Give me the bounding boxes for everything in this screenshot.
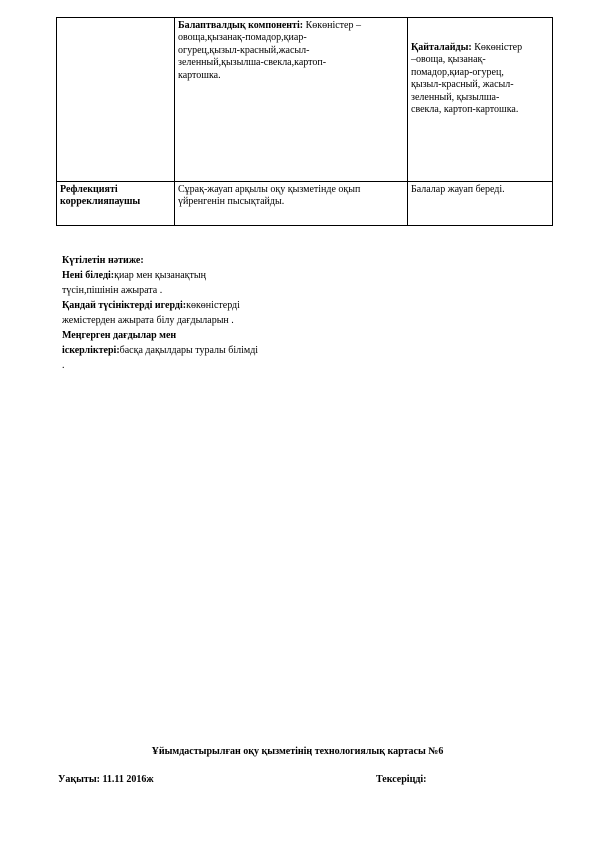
results-line <box>62 268 362 283</box>
results-line: Меңгерген дағдылар мен <box>62 330 177 341</box>
table-row <box>57 182 553 226</box>
bilingual-component-label: Балаптвалдық компоненті: <box>178 20 304 31</box>
results-label: іскерліктері: <box>62 345 120 356</box>
table-cell-bilingual-component <box>175 18 408 182</box>
results-text: түсін,пішінін ажырата . <box>62 285 163 296</box>
results-line <box>62 313 362 328</box>
table-cell-children-action <box>408 182 553 226</box>
results-label: Нені біледі: <box>62 270 115 281</box>
results-text: жемістерден ажырата білу дағдыларын . <box>62 315 234 326</box>
results-text: басқа дақылдары туралы білімді <box>119 345 259 356</box>
expected-results-heading: Күтілетін нәтиже: <box>62 255 144 266</box>
time-label: Уақыты: 11.11 2016ж <box>58 774 154 785</box>
results-line <box>62 343 362 358</box>
results-text: көкөністерді <box>186 300 240 311</box>
table-cell-repeats <box>408 18 553 182</box>
results-line <box>62 283 362 298</box>
results-line: . <box>62 360 65 371</box>
repeats-label: Қайталайды: <box>411 42 472 53</box>
results-text: қиар мен қызанақтың <box>114 270 206 281</box>
children-action-text: Балалар жауап береді. <box>411 184 505 195</box>
teacher-action-text: Сұрақ-жауап арқылы оқу қызметінде оқып үйренгенін пысықтайды. <box>178 184 361 208</box>
table-cell-reflection <box>57 182 175 226</box>
table-row <box>57 18 553 182</box>
repeats-text: Көкөністер –овоща, қызанақ- помадор,қиар-огурец, қызыл-красный, жасыл- зеленный, қызылша- свекла, картоп-картошка. <box>411 42 523 116</box>
bilingual-component-text: Көкөністер – овоща,қызанақ-помадор,қиар- огурец,қызыл-красный,жасыл- зеленный,қызылша-свекла,картоп- картошка. <box>178 20 361 81</box>
results-line <box>62 298 362 313</box>
expected-results <box>62 253 362 373</box>
checked-label: Тексеріцді: <box>376 774 427 785</box>
lesson-table <box>56 17 553 226</box>
results-label: Қандай түсініктерді игерді: <box>62 300 187 311</box>
table-cell-empty <box>57 18 175 182</box>
technology-card-title: Ұйымдастырылған оқу қызметінің технологиялық картасы №6 <box>151 746 444 757</box>
table-cell-teacher-action <box>175 182 408 226</box>
reflection-label: Рефлекцияті корреклияпаушы <box>60 184 141 208</box>
